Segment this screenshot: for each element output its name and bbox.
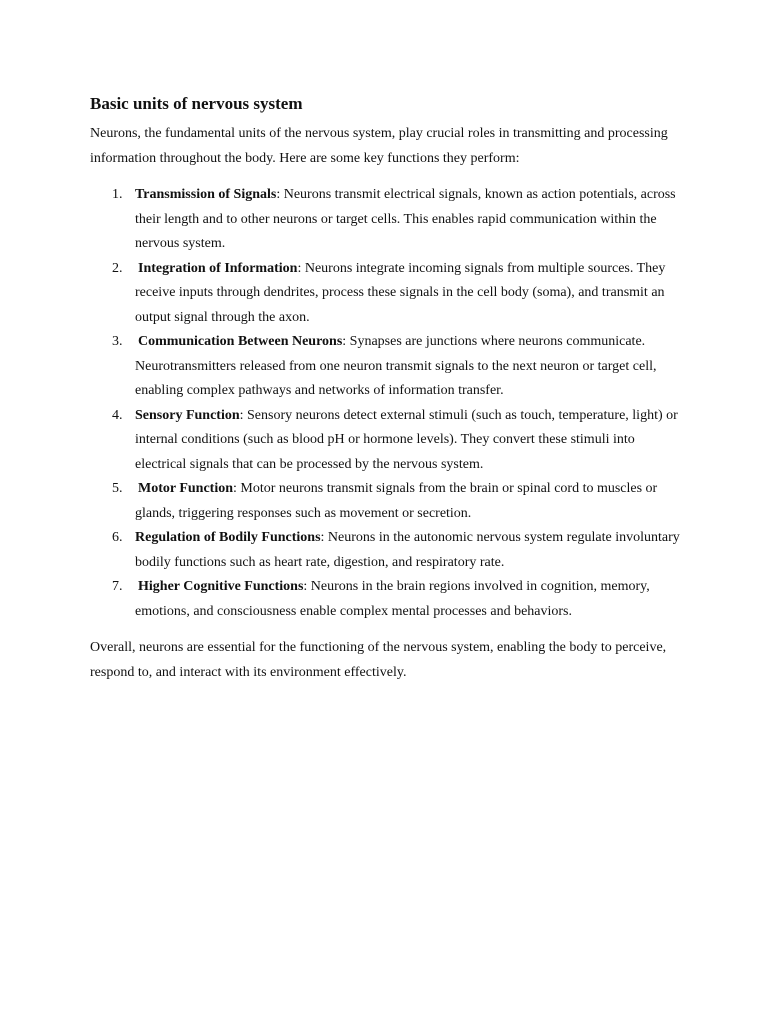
list-item [90,526,680,575]
list-item [90,257,680,331]
functions-list [90,183,680,624]
list-item-term: Higher Cognitive Functions [138,579,304,594]
list-item-term: Motor Function [138,481,234,496]
list-item-term: Transmission of Signals [135,187,277,202]
list-item-term: Regulation of Bodily Functions [135,530,321,545]
list-item-number: 2. [112,260,123,276]
list-item-text: : Neurons in the brain regions involved in cognition, memory, emotions, and consciousness enable complex mental processes and behaviors. [135,579,650,619]
intro-paragraph: Neurons, the fundamental units of the nervous system, play crucial roles in transmitting and processing information throughout the body. Here are some key functions they perform: [90,126,668,166]
list-item-text: : Neurons in the autonomic nervous system regulate involuntary bodily functions such as heart rate, digestion, and respiratory rate. [135,530,680,570]
document-heading: Basic units of nervous system [90,94,303,113]
list-item-number: 3. [112,334,123,349]
list-item-number: 4. [112,407,123,423]
list-item-text: : Neurons transmit electrical signals, known as action potentials, across their length and to other neurons or target cells. This enables rapid communication within the nervous system. [135,187,676,251]
conclusion-paragraph: Overall, neurons are essential for the functioning of the nervous system, enabling the body to perceive, respond to, and interact with its environment effectively. [90,640,667,680]
list-item-number: 5. [112,481,123,496]
list-item-text: : Neurons integrate incoming signals from multiple sources. They receive inputs through dendrites, process these signals in the cell body (soma), and transmit an output signal through the axon. [135,260,666,325]
list-item [90,330,680,404]
list-item [90,575,680,624]
list-item-term: Communication Between Neurons [138,334,343,349]
list-item-number: 1. [112,187,123,202]
list-item-number: 6. [112,530,123,545]
list-item-text: : Sensory neurons detect external stimuli (such as touch, temperature, light) or internal conditions (such as blood pH or hormone levels). They convert these stimuli into electrical signals that can be processed by the nervous system. [135,407,678,472]
list-item [90,183,680,257]
list-item-text: : Motor neurons transmit signals from the brain or spinal cord to muscles or glands, triggering responses such as movement or secretion. [135,481,658,521]
list-item-number: 7. [112,579,123,594]
list-item [90,477,680,526]
document-page [90,92,680,685]
list-item [90,404,680,478]
list-item-text: : Synapses are junctions where neurons communicate. Neurotransmitters released from one neuron transmit signals to the next neuron or target cell, enabling complex pathways and networks of information transfer. [135,334,657,398]
list-item-term: Sensory Function [135,407,240,423]
list-item-term: Integration of Information [138,260,298,276]
